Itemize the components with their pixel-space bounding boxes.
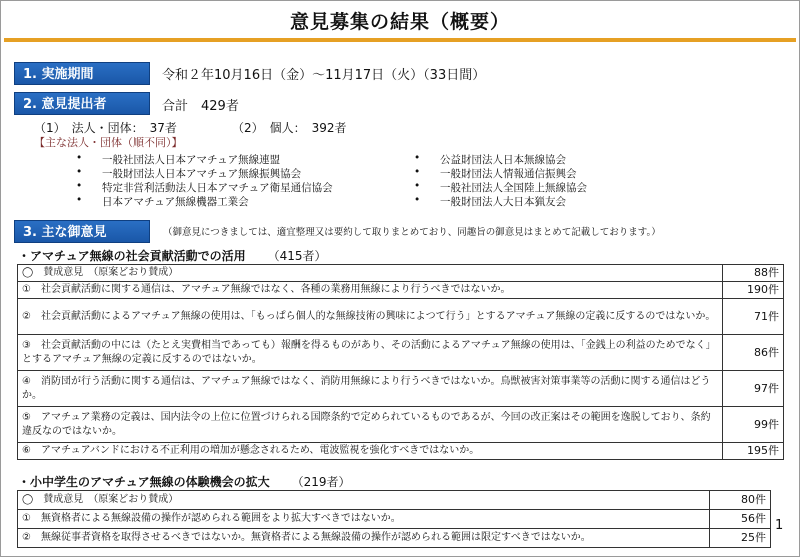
opinion-count: 99件 [723, 407, 784, 443]
section-1-value: 令和２年10月16日（金）～11月17日（火）（33日間） [162, 68, 486, 83]
category-count: （219者） [291, 475, 351, 489]
table-row [18, 407, 784, 443]
opinion-count: 88件 [723, 265, 784, 282]
opinion-count: 190件 [723, 282, 784, 299]
opinion-text: ⑤ アマチュア業務の定義は、国内法令の上位に位置づけられる国際条約で定められているものであるが、今回の改正案はその範囲を逸脱しており、条約違反なのではないか。 [18, 407, 723, 443]
opinion-text: ◯ 賛成意見 （原案どおり賛成） [18, 265, 723, 282]
category-name: ・小中学生のアマチュア無線の体験機会の拡大 [18, 475, 270, 489]
org-item: • 日本アマチュア無線機器工業会 [102, 194, 249, 209]
opinion-count: 195件 [723, 443, 784, 460]
table-row [18, 510, 771, 529]
opinion-count: 86件 [723, 335, 784, 371]
org-item: • 公益財団法人日本無線協会 [440, 152, 566, 167]
opinion-text: ⑥ アマチュアバンドにおける不正利用の増加が懸念されるため、電波監視を強化すべきではないか。 [18, 443, 723, 460]
org-item: • 一般社団法人全国陸上無線協会 [440, 180, 587, 195]
category-count: （415者） [267, 249, 327, 263]
table-row [18, 529, 771, 548]
table-row [18, 371, 784, 407]
table-row [18, 443, 784, 460]
section-1-label: 1. 実施期間 [14, 62, 150, 85]
opinion-count: 97件 [723, 371, 784, 407]
submitter-total: 合計 429者 [162, 99, 239, 114]
opinion-text: ③ 社会貢献活動の中には（たとえ実費相当であっても）報酬を得るものがあり、その活動によるアマチュア無線の使用は、「金銭上の利益のためでなく」とするアマチュア無線の定義に反するのではないか。 [18, 335, 723, 371]
table-row [18, 491, 771, 510]
page-number: 1 [775, 518, 784, 533]
section-2-label: 2. 意見提出者 [14, 92, 150, 115]
opinion-text: ④ 消防団が行う活動に関する通信は、アマチュア無線ではなく、消防用無線により行うべきではないか。鳥獣被害対策事業等の活動に関する通信はどうか。 [18, 371, 723, 407]
org-list-heading: 【主な法人・団体（順不同）】 [34, 136, 183, 149]
table-row [18, 265, 784, 282]
opinion-count: 25件 [710, 529, 771, 548]
org-item: • 一般財団法人情報通信振興会 [440, 166, 577, 181]
opinions-table [17, 490, 771, 548]
table-row [18, 299, 784, 335]
org-item: • 一般財団法人大日本猟友会 [440, 194, 566, 209]
opinion-count: 80件 [710, 491, 771, 510]
opinion-text: ② 社会貢献活動によるアマチュア無線の使用は、「もっぱら個人的な無線技術の興味によつて行う」とするアマチュア無線の定義に反するのではないか。 [18, 299, 723, 335]
section-3-note: （御意見につきましては、適宜整理又は要約して取りまとめており、同趣旨の御意見はまとめて記載しております。） [163, 227, 661, 238]
org-item: • 一般財団法人日本アマチュア無線振興協会 [102, 166, 301, 181]
opinion-count: 56件 [710, 510, 771, 529]
submitter-corp: （1） 法人・団体： 37者 [34, 121, 177, 135]
org-item: • 一般社団法人日本アマチュア無線連盟 [102, 152, 280, 167]
opinion-count: 71件 [723, 299, 784, 335]
category-title [18, 247, 327, 264]
opinion-text: ② 無線従事者資格を取得させるべきではないか。無資格者による無線設備の操作が認められる範囲は限定すべきではないか。 [18, 529, 710, 548]
category-title [18, 473, 351, 490]
opinion-text: ① 社会貢献活動に関する通信は、アマチュア無線ではなく、各種の業務用無線により行うべきではないか。 [18, 282, 723, 299]
opinion-text: ◯ 賛成意見 （原案どおり賛成） [18, 491, 710, 510]
opinion-text: ① 無資格者による無線設備の操作が認められる範囲をより拡大すべきではないか。 [18, 510, 710, 529]
org-item: • 特定非営利活動法人日本アマチュア衛星通信協会 [102, 180, 333, 195]
title-divider [4, 38, 796, 42]
category-name: ・アマチュア無線の社会貢献活動での活用 [18, 249, 246, 263]
table-row [18, 335, 784, 371]
page-title: 意見募集の結果（概要） [289, 11, 510, 33]
submitter-individual: （2） 個人： 392者 [232, 121, 347, 135]
opinions-table [17, 264, 784, 460]
section-3-label: 3. 主な御意見 [14, 220, 150, 243]
table-row [18, 282, 784, 299]
